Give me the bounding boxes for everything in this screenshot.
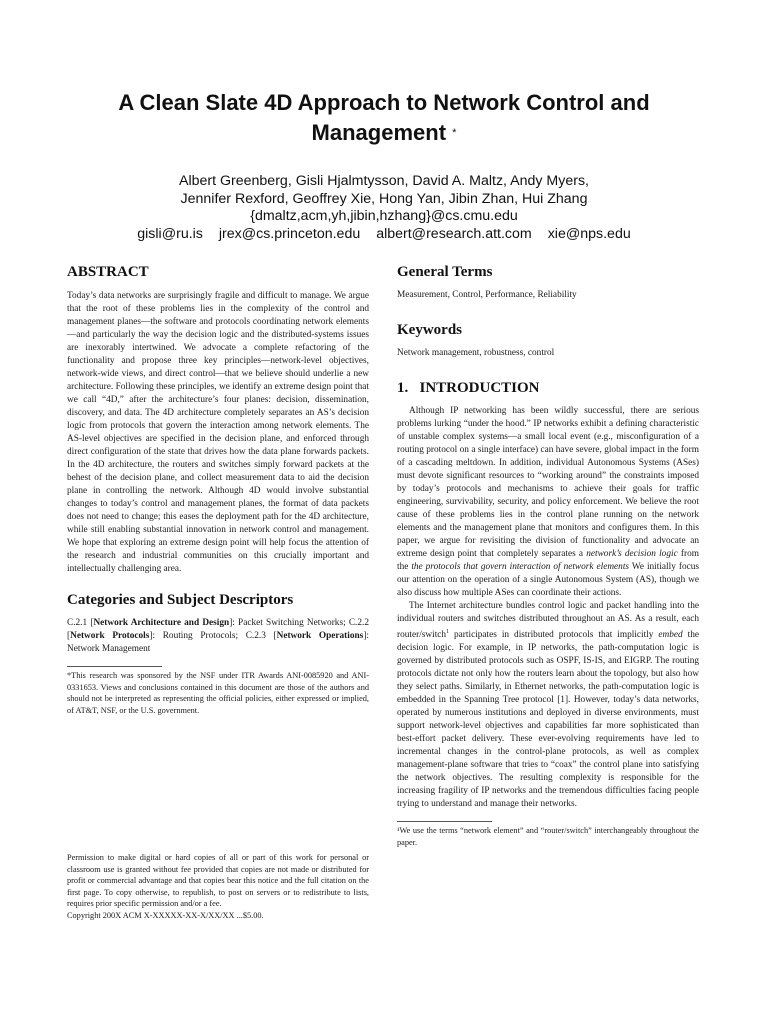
category-text: ]: Routing Protocols; C.2.3 [ <box>149 631 277 641</box>
footnote-rule <box>67 666 162 667</box>
right-column <box>397 264 699 848</box>
keywords-heading: Keywords <box>397 322 462 338</box>
intro-emphasis: the protocols that govern interaction of network elements <box>411 562 630 572</box>
footnote-ref: 1 <box>446 629 450 635</box>
intro-text: participates in distributed protocols that implicitly <box>449 630 659 641</box>
permission-block <box>67 852 369 921</box>
permission-text: Permission to make digital or hard copies of all or part of this work for personal or classroom use is granted without fee provided that copies are not made or distributed for profit or commercial advantage and that copies bear this notice and the full citation on the first page. To copy otherwise, to republish, to post on servers or to redistribute to lists, requires prior specific permission and/or a fee. <box>67 853 369 908</box>
intro-text: from the <box>397 549 699 572</box>
intro-text: Although IP networking has been wildly successful, there are serious problems lurking “under the hood.” IP networks exhibit a defining characteristic of unstable complex systems—a small local event (e.g., misconfiguration of a routing protocol on a single interface) can have severe, global impact in the form of a cascading meltdown. In addition, individual Autonomous Systems (ASes) must devote significant resources to “working around” the constraints imposed by today’s protocols and mechanisms to achieve their goals for traffic engineering, survivability, security, and policy enforcement. We believe the root cause of these problems lies in the control plane running on the network elements and the management plane that monitors and configures them. In this paper, we argue for revisiting the division of functionality and advocate an extreme design point that completely separates a <box>397 406 699 559</box>
footnote-rule <box>397 821 492 822</box>
author-line-2: Jennifer Rexford, Geoffrey Xie, Hong Yan, Jibin Zhan, Hui Zhang <box>180 190 588 207</box>
title-footnote-marker: * <box>452 127 457 139</box>
title-line-1: A Clean Slate 4D Approach to Network Control and <box>118 90 650 115</box>
categories-heading: Categories and Subject Descriptors <box>67 592 294 608</box>
author-email: jrex@cs.princeton.edu <box>218 225 361 242</box>
left-column <box>67 264 369 920</box>
intro-emphasis: network’s decision logic <box>586 549 678 559</box>
category-text: C.2.1 [ <box>67 618 94 628</box>
category-bold: Network Architecture and Design <box>93 618 230 628</box>
abstract-heading: ABSTRACT <box>67 264 149 280</box>
author-block <box>40 173 728 243</box>
intro-paragraph-2 <box>397 600 699 811</box>
intro-emphasis: embed <box>658 630 683 641</box>
intro-paragraph-1 <box>397 405 699 600</box>
author-email: albert@research.att.com <box>376 225 532 242</box>
intro-text: We initially focus our attention on the operation of a single Autonomous System (AS), though we also discuss how multiple ASes can coordinate their actions. <box>397 562 699 598</box>
abstract-text: Today’s data networks are surprisingly fragile and difficult to manage. We argue that the root of these problems lies in the complexity of the control and management planes—the software and protocols coordinating network elements—and particularly the way the decision logic and the distributed-systems issues are inexorably intertwined. We advocate a complete refactoring of the functionality and propose three key principles—network-level objectives, network-wide views, and direct control—that we believe should underlie a new architecture. Following these principles, we identify an extreme design point that we call “4D,” after the architecture’s four planes: decision, dissemination, discovery, and data. The 4D architecture completely separates an AS’s decision logic from protocols that govern the interaction among network elements. The AS-level objectives are specified in the decision plane, and enforced through direct configuration of the state that drives how the data plane forwards packets. In the 4D architecture, the routers and switches simply forward packets at the behest of the decision plane, and collect measurement data to aid the decision plane in controlling the network. Although 4D would involve substantial changes to today’s control and management planes, the format of data packets does not need to change; this eases the deployment path for the 4D architecture, while still enabling substantial innovation in network control and management. We hope that exploring an extreme design point will help focus the attention of the research and industrial communities on this crucially important and intellectually challenging area. <box>67 291 369 574</box>
author-line-1: Albert Greenberg, Gisli Hjalmtysson, David A. Maltz, Andy Myers, <box>178 173 589 189</box>
category-text: ]: Network Management <box>67 631 369 654</box>
general-terms-heading: General Terms <box>397 264 493 280</box>
title-line-2 <box>60 118 708 148</box>
title-line-2-text: Management <box>311 120 447 145</box>
general-terms-text: Measurement, Control, Performance, Reliability <box>397 290 577 300</box>
intro-text: the decision logic. For example, in IP networks, the path-computation logic is governed by distributed protocols such as OSPF, IS-IS, and EIGRP. The routing protocols dictate not only how the routers learn about the topology, but also how they select paths. Similarly, in Ethernet networks, the path-computation logic is embedded in the Spanning Tree protocol [1]. However, today’s data networks, operated by numerous institutions and deployed in diverse environments, must support network-level objectives and capabilities far more sophisticated than best-effort packet delivery. These ever-evolving requirements have led to incremental changes in the control-plane protocols, as well as complex management-plane software that tries to “coax” the control plane into satisfying the network objectives. The resulting complexity is responsible for the increasing fragility of IP networks and the tremendous difficulties facing people trying to understand and manage their networks. <box>397 630 700 810</box>
category-text: ]: Packet Switching Networks; C.2.2 [ <box>67 618 369 641</box>
introduction-heading: 1. INTRODUCTION <box>397 380 540 396</box>
category-bold: Network Protocols <box>70 631 150 641</box>
keywords-text: Network management, robustness, control <box>397 348 555 358</box>
copyright-text: Copyright 200X ACM X-XXXXX-XX-X/XX/XX ...$5.00. <box>67 910 264 920</box>
paper-title <box>60 88 708 148</box>
sponsor-footnote: *This research was sponsored by the NSF under ITR Awards ANI-0085920 and ANI-0331653. Views and conclusions contained in this document are those of the authors and should not be interpreted as representing the official policies, either expressed or implied, of AT&T, NSF, or the U.S. government. <box>67 671 369 715</box>
author-line-3: {dmaltz,acm,yh,jibin,hzhang}@cs.cmu.edu <box>250 208 518 224</box>
category-bold: Network Operations <box>276 631 364 641</box>
author-emails <box>40 226 728 244</box>
author-email: gisli@ru.is <box>137 225 203 242</box>
intro-text: The Internet architecture bundles control logic and packet handling into the individual routers and switches distributed throughout an AS. As a result, each router/switch <box>397 601 699 641</box>
footnote-1: ¹We use the terms “network element” and “router/switch” interchangeably throughout the paper. <box>397 826 699 847</box>
categories-text <box>67 617 369 656</box>
author-email: xie@nps.edu <box>547 225 631 242</box>
